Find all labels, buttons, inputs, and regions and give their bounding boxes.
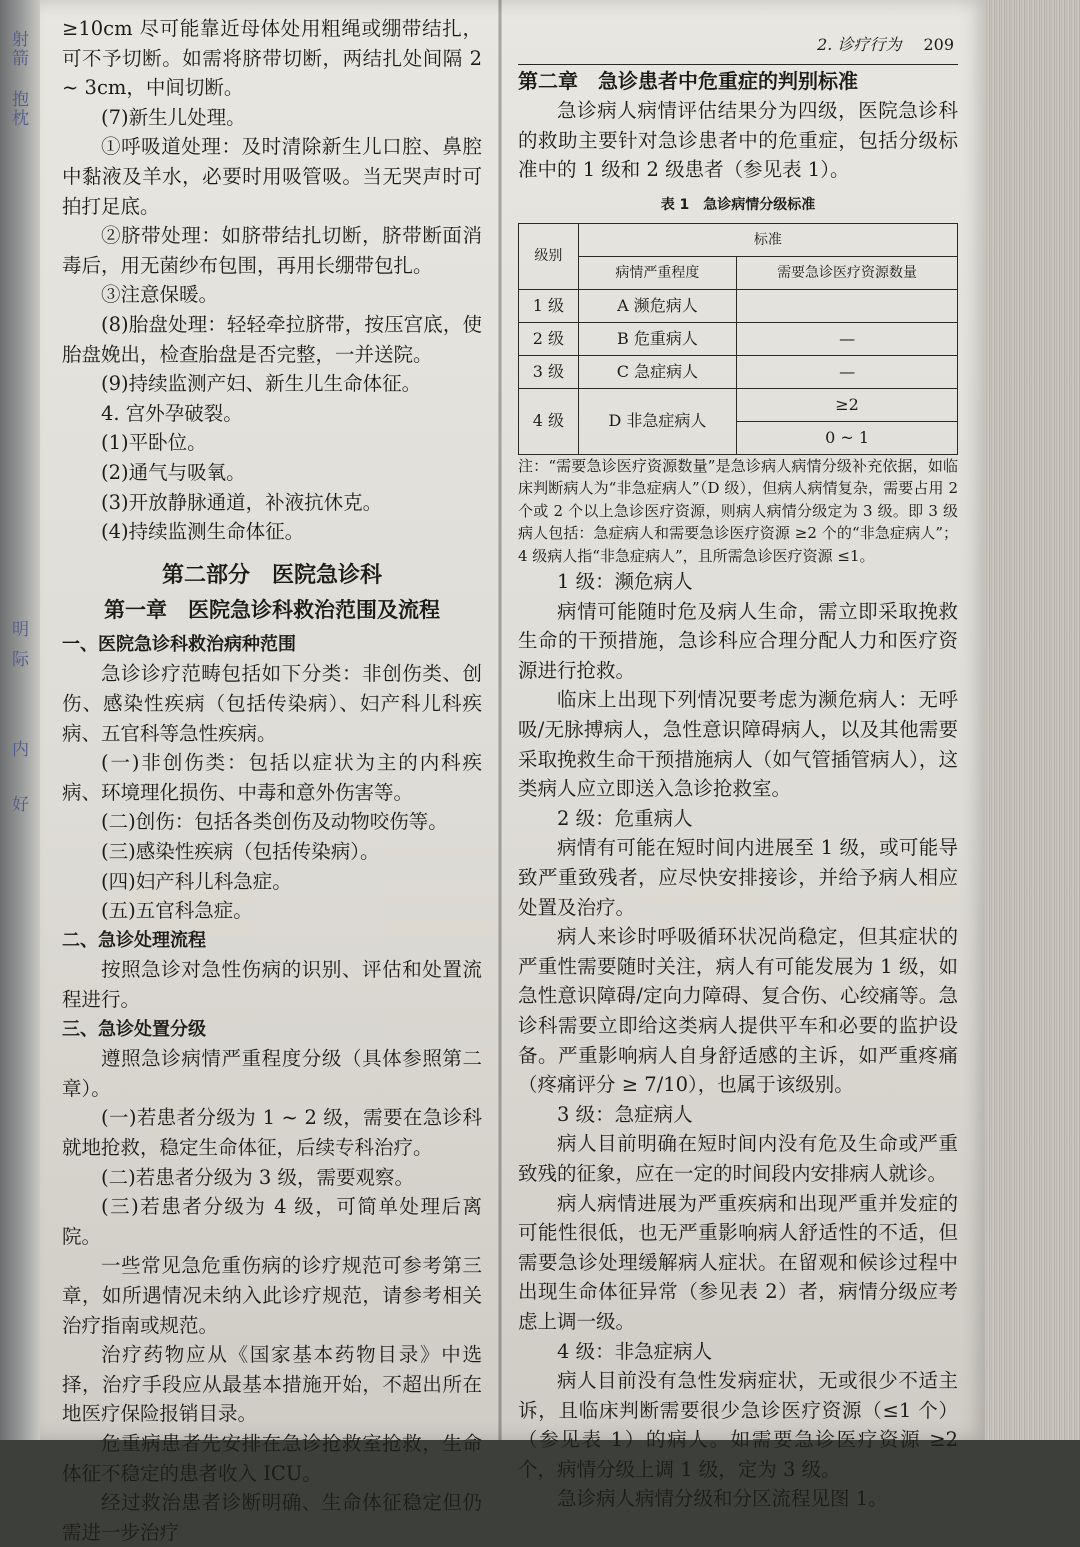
paragraph: (五)五官科急症。 xyxy=(101,899,253,923)
level-label: 3 级：急症病人 xyxy=(557,1102,693,1126)
cell-resources: ≥2 xyxy=(737,388,958,421)
paragraph: 危重病患者先安排在急诊抢救室抢救，生命体征不稳定的患者收入 ICU。 xyxy=(62,1431,482,1485)
header-standard: 标准 xyxy=(578,223,957,256)
header-resources: 需要急诊医疗资源数量 xyxy=(737,256,958,289)
book-page xyxy=(40,0,990,1544)
paragraph: 经过救治患者诊断明确、生命体征稳定但仍需进一步治疗 xyxy=(62,1491,482,1544)
paragraph: (1)平卧位。 xyxy=(101,431,207,455)
margin-text: 内 xyxy=(8,740,28,759)
level-label: 4 级：非急症病人 xyxy=(557,1339,713,1363)
right-column xyxy=(518,30,958,1511)
header-level: 级别 xyxy=(519,223,579,289)
header-severity: 病情严重程度 xyxy=(578,256,736,289)
chapter-title: 第二章 急诊患者中危重症的判别标准 xyxy=(518,68,858,93)
table-row xyxy=(519,289,958,322)
margin-text: 明 xyxy=(8,620,28,639)
column-divider xyxy=(498,0,502,1440)
paragraph: 病情可能随时危及病人生命，需立即采取挽救生命的干预措施，急诊科应合理分配人力和医疗资源进行抢救。 xyxy=(518,599,958,682)
cell-severity: A 濒危病人 xyxy=(578,289,736,322)
table-note: 注：“需要急诊医疗资源数量”是急诊病人病情分级补充依据，如临床判断病人为“非急症病人”（D 级），但病人病情复杂，需要占用 2 个或 2 个以上急诊医疗资源，则病人病情分级定为 3 级。即 3 级病人包括：急症病人和需要急诊医疗资源 ≥2 个的“非急症病人”；4 级病人指“非急症病人”，且所需急诊医疗资源 ≤1。 xyxy=(518,456,958,565)
paragraph: 治疗药物应从《国家基本药物目录》中选择，治疗手段应从最基本措施开始，不超出所在地医疗保险报销目录。 xyxy=(62,1343,482,1426)
paragraph: (2)通气与吸氧。 xyxy=(101,460,246,484)
cell-severity: C 急症病人 xyxy=(578,355,736,388)
paragraph: ②脐带处理：如脐带结扎切断，脐带断面消毒后，用无菌纱布包围，再用长绷带包扎。 xyxy=(62,224,482,277)
paragraph: (三)若患者分级为 4 级，可简单处理后离院。 xyxy=(62,1195,482,1248)
margin-text: 射箭 xyxy=(8,30,28,68)
paragraph: 病人来诊时呼吸循环状况尚稳定，但其症状的严重性需要随时关注，病人有可能发展为 1 级，如急性意识障碍/定向力障碍、复合伤、心绞痛等。急诊科需要立即给这类病人提供平车和必要的监护设备。严重影响病人自身舒适感的主诉，如严重疼痛（疼痛评分 ≥ 7/10），也属于该级别。 xyxy=(518,925,958,1097)
paragraph: ③注意保暖。 xyxy=(101,283,219,307)
margin-text: 抱枕 xyxy=(8,90,28,128)
paragraph: (一)非创伤类：包括以症状为主的内科疾病、环境理化损伤、中毒和意外伤害等。 xyxy=(62,751,482,804)
running-header xyxy=(518,30,958,65)
cell-level: 1 级 xyxy=(519,289,579,322)
paragraph: 病人目前没有急性发病症状，无或很少不适主诉，且临床判断需要很少急诊医疗资源（≤1 个）（参见表 1）的病人。如需要急诊医疗资源 ≥2 个，病情分级上调 1 级，定为 3 级。 xyxy=(518,1369,958,1481)
cell-severity: D 非急症病人 xyxy=(578,388,736,454)
part-title: 第二部分 医院急诊科 xyxy=(161,562,382,588)
cell-resources: 0 ~ 1 xyxy=(737,421,958,454)
paragraph: (三)感染性疾病（包括传染病）。 xyxy=(101,840,380,864)
paragraph: 一些常见急危重伤病的诊疗规范可参考第三章，如所遇情况未纳入此诊疗规范，请参考相关治疗指南或规范。 xyxy=(62,1254,482,1337)
paragraph: (4)持续监测生命体征。 xyxy=(101,520,305,544)
table-row xyxy=(519,322,958,355)
table-header-row xyxy=(519,223,958,256)
cell-resources: — xyxy=(737,355,958,388)
paragraph: (二)若患者分级为 3 级，需要观察。 xyxy=(101,1165,415,1189)
section-title: 二、急诊处理流程 xyxy=(62,929,206,951)
cell-level: 4 级 xyxy=(519,388,579,454)
cell-level: 2 级 xyxy=(519,322,579,355)
paragraph: 急诊诊疗范畴包括如下分类：非创伤类、创伤、感染性疾病（包括传染病）、妇产科儿科疾病、五官科等急性疾病。 xyxy=(62,662,482,745)
cell-severity: B 危重病人 xyxy=(578,322,736,355)
left-column xyxy=(62,14,482,1544)
section-title: 三、急诊处置分级 xyxy=(62,1018,206,1040)
level-label: 2 级：危重病人 xyxy=(557,806,693,830)
paragraph: (8)胎盘处理：轻轻牵拉脐带，按压宫底，使胎盘娩出，检查胎盘是否完整，一并送院。 xyxy=(62,312,482,366)
cell-resources: — xyxy=(737,322,958,355)
table-header-row xyxy=(519,256,958,289)
table-caption: 表 1 急诊病情分级标准 xyxy=(660,196,816,213)
paragraph: 急诊病人病情分级和分区流程见图 1。 xyxy=(557,1487,888,1511)
paragraph: 4. 宫外孕破裂。 xyxy=(101,401,243,425)
cell-level: 3 级 xyxy=(519,355,579,388)
table-row xyxy=(519,388,958,421)
margin-text: 际 xyxy=(8,650,28,669)
paragraph: ≥10cm 尽可能靠近母体处用粗绳或绷带结扎，可不予切断。如需将脐带切断，两结扎处间隔 2 ~ 3cm，中间切断。 xyxy=(62,17,482,100)
chapter-title: 第一章 医院急诊科救治范围及流程 xyxy=(104,598,440,623)
paragraph: (9)持续监测产妇、新生儿生命体征。 xyxy=(101,372,422,396)
paragraph: ①呼吸道处理：及时清除新生儿口腔、鼻腔中黏液及羊水，必要时用吸管吸。当无哭声时可拍打足底。 xyxy=(62,135,482,218)
running-section: 2. 诊疗行为 xyxy=(817,35,902,54)
paragraph: 急诊病人病情评估结果分为四级，医院急诊科的救助主要针对急诊患者中的危重症，包括分级标准中的 1 级和 2 级患者（参见表 1）。 xyxy=(518,99,958,182)
paragraph: 病人病情进展为严重疾病和出现严重并发症的可能性很低，也无严重影响病人舒适性的不适，但需要急诊处理缓解病人症状。在留观和候诊过程中出现生命体征异常（参见表 2）者，病情分级应考虑上调一级。 xyxy=(518,1191,958,1333)
paragraph: (3)开放静脉通道，补液抗休克。 xyxy=(101,490,383,514)
margin-text: 好 xyxy=(8,795,28,814)
paragraph: (四)妇产科儿科急症。 xyxy=(101,869,292,893)
paragraph: 遵照急诊病情严重程度分级（具体参照第二章）。 xyxy=(62,1047,482,1100)
level-label: 1 级：濒危病人 xyxy=(557,570,693,594)
paragraph: 病人目前明确在短时间内没有危及生命或严重致残的征象，应在一定的时间段内安排病人就诊。 xyxy=(518,1132,958,1185)
section-title: 一、医院急诊科救治病种范围 xyxy=(62,633,296,655)
previous-page-edge xyxy=(0,0,40,1440)
paragraph: (二)创伤：包括各类创伤及动物咬伤等。 xyxy=(101,810,448,834)
paragraph: (一)若患者分级为 1 ~ 2 级，需要在急诊科就地抢救，稳定生命体征，后续专科治疗。 xyxy=(62,1106,482,1159)
paragraph: (7)新生儿处理。 xyxy=(101,105,246,129)
paragraph: 病情有可能在短时间内进展至 1 级，或可能导致严重致残者，应尽快安排接诊，并给予病人相应处置及治疗。 xyxy=(518,836,958,919)
page-stack-edge xyxy=(985,0,1080,1440)
paragraph: 按照急诊对急性伤病的识别、评估和处置流程进行。 xyxy=(62,958,482,1011)
table-row xyxy=(519,355,958,388)
cell-resources xyxy=(737,289,958,322)
paragraph: 临床上出现下列情况要考虑为濒危病人：无呼吸/无脉搏病人，急性意识障碍病人，以及其他需要采取挽救生命干预措施病人（如气管插管病人），这类病人应立即送入急诊抢救室。 xyxy=(518,688,958,801)
triage-table xyxy=(518,223,958,455)
page-number: 209 xyxy=(923,35,954,54)
